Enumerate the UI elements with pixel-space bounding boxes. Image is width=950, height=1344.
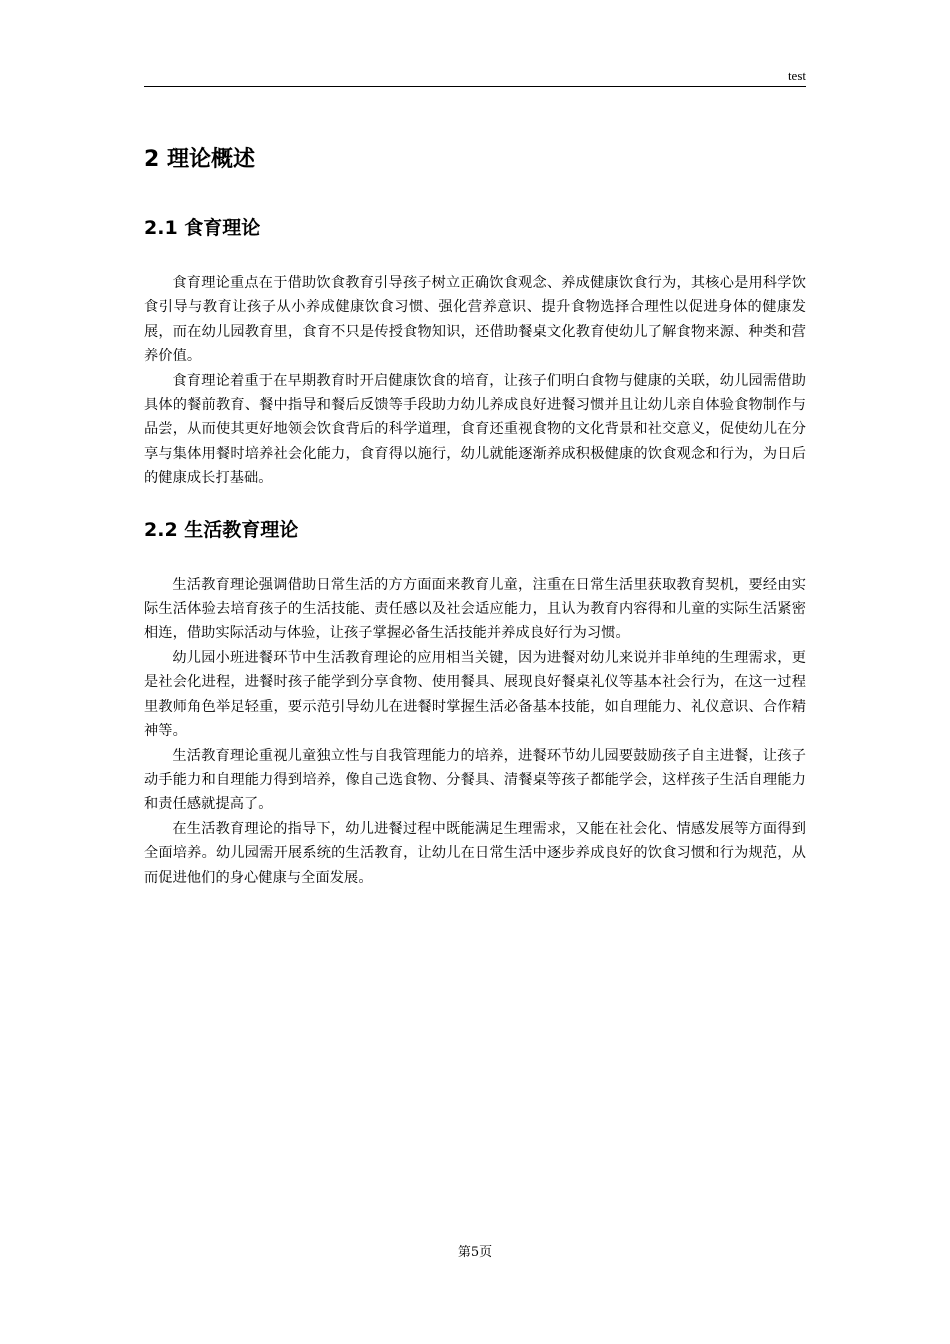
section-title: 2.1 食育理论 [144, 217, 261, 239]
paragraph: 食育理论重点在于借助饮食教育引导孩子树立正确饮食观念、养成健康饮食行为，其核心是用科学饮食引导与教育让孩子从小养成健康饮食习惯、强化营养意识、提升食物选择合理性以促进身体的健康发展，而在幼儿园教育里，食育不只是传授食物知识，还借助餐桌文化教育使幼儿了解食物来源、种类和营养价值。 [144, 275, 806, 365]
section-title: 2.2 生活教育理论 [144, 518, 299, 541]
header-text: test [787, 68, 806, 83]
paragraph: 生活教育理论强调借助日常生活的方方面面来教育儿童，注重在日常生活里获取教育契机，要经由实际生活体验去培育孩子的生活技能、责任感以及社会适应能力，且认为教育内容得和儿童的实际生活紧密相连，借助实际活动与体验，让孩子掌握必备生活技能并养成良好行为习惯。 [144, 576, 806, 642]
section-life-education [144, 513, 806, 890]
paragraph: 在生活教育理论的指导下，幼儿进餐过程中既能满足生理需求，又能在社会化、情感发展等方面得到全面培养。幼儿园需开展系统的生活教育，让幼儿在日常生活中逐步养成良好的饮食习惯和行为规范，从而促进他们的身心健康与全面发展。 [144, 820, 806, 886]
paragraph: 食育理论着重于在早期教育时开启健康饮食的培育，让孩子们明白食物与健康的关联，幼儿园需借助具体的餐前教育、餐中指导和餐后反馈等手段助力幼儿养成良好进餐习惯并且让幼儿亲自体验食物制作与品尝，从而使其更好地领会饮食背后的科学道理，食育还重视食物的文化背景和社交意义，促使幼儿在分享与集体用餐时培养社会化能力，食育得以施行，幼儿就能逐渐养成积极健康的饮食观念和行为，为日后的健康成长打基础。 [144, 372, 806, 487]
paragraph: 生活教育理论重视儿童独立性与自我管理能力的培养，进餐环节幼儿园要鼓励孩子自主进餐，让孩子动手能力和自理能力得到培养，像自己选食物、分餐具、清餐桌等孩子都能学会，这样孩子生活自理能力和责任感就提高了。 [144, 747, 806, 813]
page-number: 第5页 [457, 1245, 493, 1260]
section-body [144, 271, 806, 491]
chapter-title: 2 理论概述 [144, 147, 255, 172]
paragraph: 幼儿园小班进餐环节中生活教育理论的应用相当关键，因为进餐对幼儿来说并非单纯的生理需求，更是社会化进程，进餐时孩子能学到分享食物、使用餐具、展现良好餐桌礼仪等基本社会行为，在这一过程里教师角色举足轻重，要示范引导幼儿在进餐时掌握生活必备基本技能，如自理能力、礼仪意识、合作精神等。 [144, 649, 806, 740]
page-content [144, 140, 806, 890]
section-food-education [144, 211, 806, 491]
section-body [144, 573, 806, 890]
page-header [144, 68, 806, 87]
